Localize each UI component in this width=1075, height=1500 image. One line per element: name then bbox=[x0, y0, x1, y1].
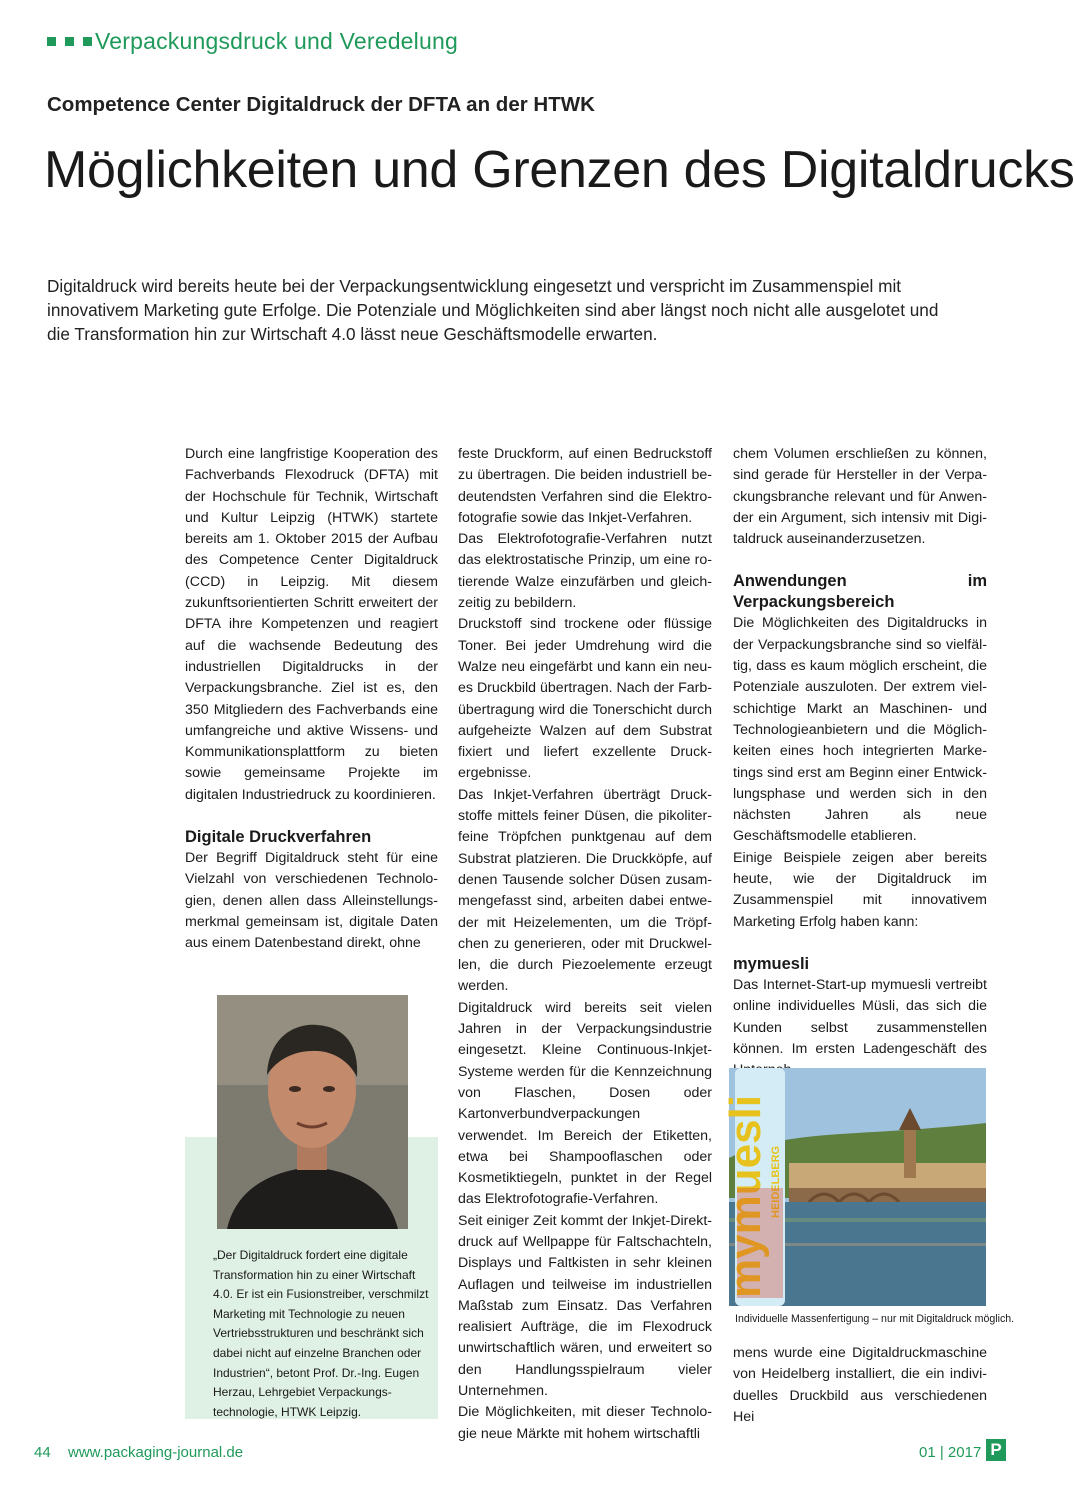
paragraph: Seit einiger Zeit kommt der Inkjet-Direktdruck auf Wellpappe für Faltschachteln, Displays und Faltkisten in sehr kleinen Auflagen und teilweise im industriellen Maßstab zum Einsatz. Das Verfahren realisiert Aufträge, die im Flexodruck unwirtschaftlich wären, und erweitert so den Handlungsspielraum vieler Unternehmen. bbox=[458, 1212, 712, 1400]
footer-url[interactable]: www.packaging-journal.de bbox=[68, 1444, 244, 1461]
article-lead: Digitaldruck wird bereits heute bei der Verpackungsentwicklung eingesetzt und verspricht im Zusammenspiel mit innovativem Marketing gute Erfolge. Die Potenziale und Möglichkeiten sind aber längst noch nicht alle ausgelotet und die Transformation hin zur Wirtschaft 4.0 lässt neue Geschäftsmodelle erwarten. bbox=[47, 276, 939, 344]
paragraph: chem Volumen erschließen zu können, sind gerade für Hersteller in der Verpackungsbranche relevant und für Anwender ein Argument, sich intensiv mit Digitaldruck auseinanderzusetzen. bbox=[733, 446, 987, 548]
paragraph: mens wurde eine Digitaldruckmaschine von Heidelberg installiert, die ein individuelles Druckbild aus verschiedenen Hei bbox=[733, 1345, 987, 1425]
quote-text: „Der Digitaldruck fordert eine digitale Transformation hin zu einer Wirtschaft 4.0. Er ist ein Fusionstreiber, verschmilzt Marketing mit Technologie zu neuen Vertriebsstrukturen und beschränkt sich dabei nicht auf einzelne Branchen oder Industrien“, betont Prof. Dr.-Ing. Eugen Herzau, Lehrgebiet Verpackungstechnologie, HTWK Leipzig. bbox=[213, 1248, 429, 1419]
paragraph: Die Möglichkeiten, mit dieser Technologie neue Märkte mit hohem wirtschaftli bbox=[458, 1404, 712, 1442]
subheading: mymuesli bbox=[733, 954, 810, 973]
photo-illustration bbox=[721, 1068, 986, 1306]
journal-logo-icon: P bbox=[986, 1439, 1006, 1461]
subheading: Digitale Druckverfahren bbox=[185, 828, 372, 847]
paragraph: Digitaldruck wird bereits seit vielen Jahren in der Verpackungsindustrie eingesetzt. Kleine Continuous-Inkjet-Systeme werden für die Kennzeichnung von Flaschen, Dosen oder Kartonverbundverpackungen verwendet. Im Bereich der Etiketten, etwa bei Shampooflaschen oder Kosmetiktiegeln, punktet in der Regel das Elektrofotografie-Verfahren. bbox=[458, 999, 712, 1208]
paragraph: Das Inkjet-Verfahren überträgt Druckstoffe mittels feiner Düsen, die pikoliterfeine Tröpfchen punktgenau auf dem Substrat platzieren. Die Druckköpfe, auf denen Tausende solcher Düsen zusammengefasst sind, arbeiten dabei entweder mit Heizelementen, um die Tröpfchen zu generieren, oder mit Druckwellen, die durch Piezoelemente erzeugt werden. bbox=[458, 786, 712, 995]
can-brand-text: mymuesli bbox=[721, 1095, 770, 1298]
article-column-2 bbox=[458, 444, 712, 1445]
paragraph: Der Begriff Digitaldruck steht für eine Vielzahl von verschiedenen Technologien, denen allen dass Alleinstellungsmerkmal gemeinsam ist, digitale Daten aus einem Datenbestand direkt, ohne bbox=[185, 850, 438, 952]
page-number: 44 bbox=[34, 1444, 51, 1461]
section-label: Verpackungsdruck und Veredelung bbox=[95, 28, 458, 54]
section-header bbox=[47, 28, 458, 55]
paragraph: Das Internet-Start-up mymuesli vertreibt online individuelles Müsli, das sich die Kunden selbst zusammenstellen können. Im ersten Ladengeschäft des bbox=[733, 976, 987, 1057]
issue-number: 01 | 2017 bbox=[919, 1444, 982, 1461]
paragraph: Das Elektrofotografie-Verfahren nutzt das elektrostatische Prinzip, um eine rotierende Walze einzufärben und gleichzeitig zu bebildern. bbox=[458, 531, 712, 612]
section-bullet-icon bbox=[83, 37, 92, 46]
article-column-3-continued bbox=[733, 1343, 987, 1428]
paragraph: feste Druckform, auf einen Bedruckstoff zu übertragen. Die beiden industriell bedeutendsten Verfahren sind die Elektrofotografie sowie das Inkjet-Verfahren. bbox=[458, 446, 712, 526]
photo-caption: Individuelle Massenfertigung – nur mit Digitaldruck möglich. bbox=[735, 1313, 1015, 1325]
heidelberg-photo bbox=[721, 1068, 986, 1306]
paragraph: Druckstoff sind trockene oder flüssige Toner. Bei jeder Umdrehung wird die Walze neu eingefärbt und kann ein neues Druckbild übertragen. Nach der Farbübertragung wird die Tonerschicht durch aufgeheizte Walzen auf dem Substrat fixiert und liefert exzellente Druckergebnisse. bbox=[458, 616, 712, 782]
paragraph: Die Möglichkeiten des Digitaldrucks in der Verpackungsbranche sind so vielfältig, dass es kaum möglich erscheint, die Potenziale auszuloten. Der extrem vielschichtige Markt an Maschinen- und Technologieanbietern und die Möglichkeiten eines hoch integrierten Marketings sind erst am Beginn einer Entwicklungsphase und werden sich in den nächsten Jahren als neue Geschäftsmodelle etablieren. bbox=[733, 615, 987, 845]
article-column-3 bbox=[733, 444, 987, 1081]
portrait-photo bbox=[217, 995, 408, 1229]
article-kicker: Competence Center Digitaldruck der DFTA an der HTWK bbox=[47, 93, 595, 116]
can-sub-text: HEIDELBERG bbox=[770, 1145, 782, 1218]
section-bullet-icon bbox=[47, 37, 56, 46]
section-bullet-icon bbox=[65, 37, 74, 46]
paragraph: Durch eine langfristige Kooperation des Fachverbands Flexodruck (DFTA) mit der Hochschule für Technik, Wirtschaft und Kultur Leipzig (HTWK) startete bereits am 1. Oktober 2015 der Aufbau des Competence Center Digitaldruck (CCD) in Leipzig. Mit diesem zukunftsorientierten Schritt erweitert der DFTA ihre Kompetenzen und reagiert auf die wachsende Bedeutung des industriellen Digitaldrucks in der Verpackungsbranche. Ziel ist es, den 350 Mitgliedern des Fachverbands eine umfangreiche und aktive Wissens- und Kommunikationsplattform zu bieten sowie gemeinsame Projekte im digitalen Industriedruck zu koordinieren. bbox=[185, 446, 438, 803]
paragraph: Einige Beispiele zeigen aber bereits heute, wie der Digitaldruck im Zusammenspiel mit innovativem Marketing Erfolg haben kann: bbox=[733, 849, 987, 930]
article-headline: Möglichkeiten und Grenzen des Digitaldrucks bbox=[44, 141, 1075, 199]
article-column-1 bbox=[185, 444, 438, 955]
portrait-illustration bbox=[217, 995, 408, 1229]
subheading: Anwendungen im Verpackungsbereich bbox=[733, 572, 987, 612]
